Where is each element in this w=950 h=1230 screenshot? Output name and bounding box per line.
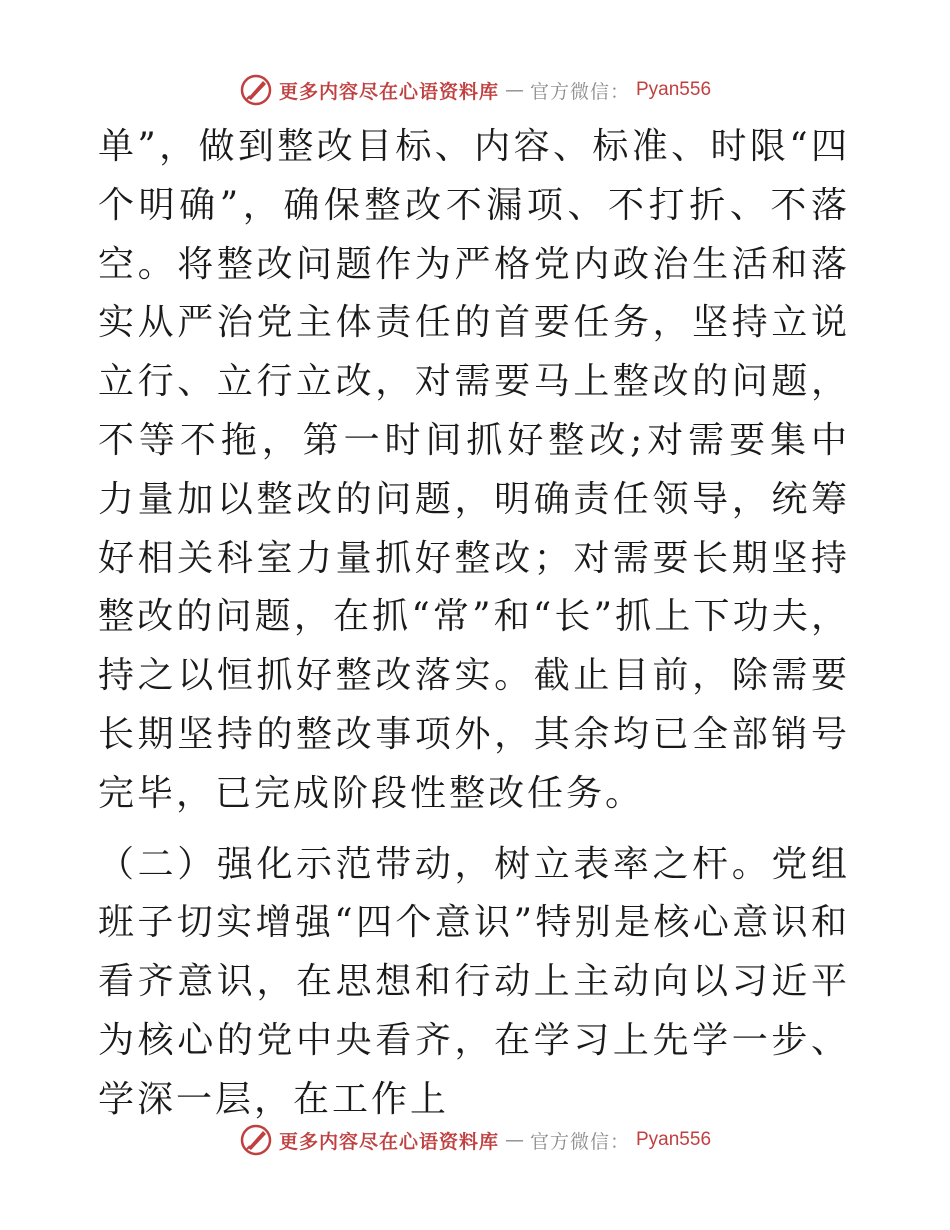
paragraph-2: （二）强化示范带动，树立表率之杆。党组班子切实增强“四个意识”特别是核心意识和看齐意识，在思想和行动上主动向以习近平为核心的党中央看齐，在学习上先学一步、学深一层，在工作上 bbox=[98, 843, 850, 1120]
footer-banner bbox=[0, 1120, 950, 1160]
header-site-text: 更多内容尽在心语资料库 bbox=[278, 80, 499, 103]
quill-pen-logo-icon bbox=[239, 1123, 273, 1157]
footer-wechat-id: Pyan556 bbox=[636, 1129, 712, 1150]
paragraph-1: 单”，做到整改目标、内容、标准、时限“四个明确”，确保整改不漏项、不打折、不落空。将整改问题作为严格党内政治生活和落实从严治党主体责任的首要任务，坚持立说立行、立行立改，对需要马上整改的问题，不等不拖，第一时间抓好整改;对需要集中力量加以整改的问题，明确责任领导，统筹好相关科室力量抓好整改；对需要长期坚持整改的问题，在抓“常”和“长”抓上下功夫，持之以恒抓好整改落实。截止目前，除需要长期坚持的整改事项外，其余均已全部销号完毕，已完成阶段性整改任务。 bbox=[98, 126, 850, 814]
document-body bbox=[98, 118, 850, 1130]
footer-wechat-label: 官方微信： bbox=[529, 1130, 630, 1153]
header-dash: — bbox=[504, 79, 524, 101]
header-wechat-label: 官方微信： bbox=[529, 80, 630, 103]
header-wechat-id: Pyan556 bbox=[636, 79, 712, 100]
footer-dash: — bbox=[504, 1129, 524, 1151]
quill-pen-logo-icon bbox=[239, 73, 273, 107]
header-banner bbox=[0, 70, 950, 110]
footer-site-text: 更多内容尽在心语资料库 bbox=[278, 1130, 499, 1153]
